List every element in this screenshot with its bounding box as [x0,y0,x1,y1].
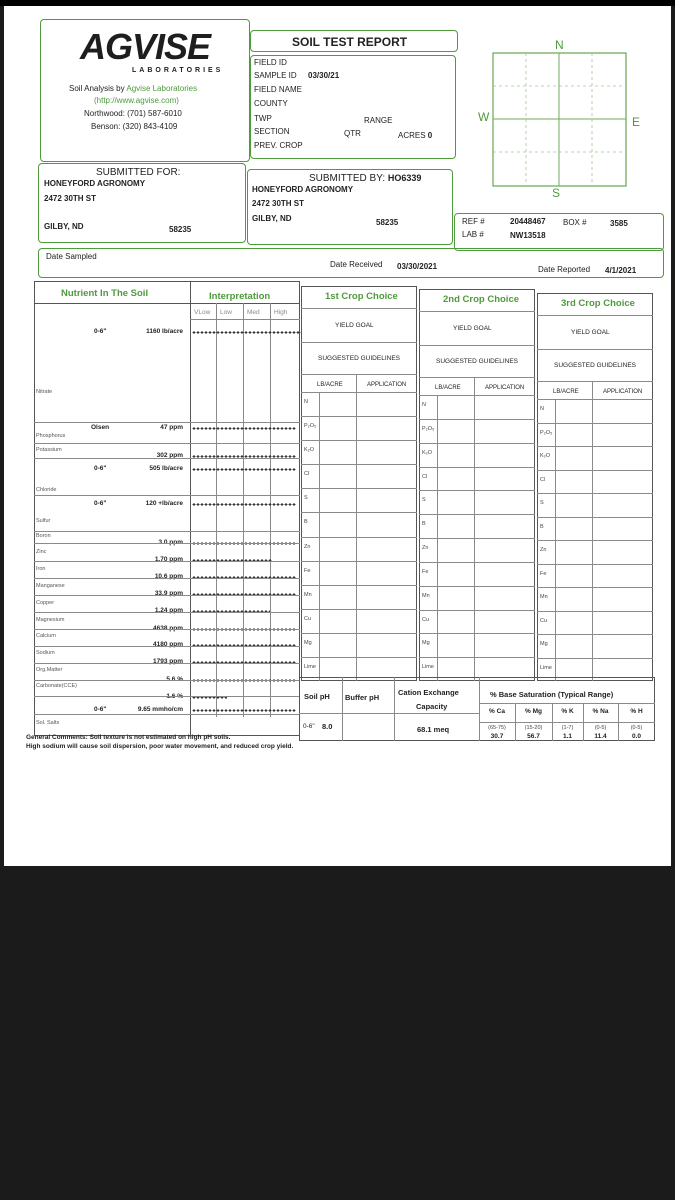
crop-0-nutrient-1: P₂O₅ [304,423,317,430]
date-received-value: 03/30/2021 [397,262,438,271]
nutrient-name-6: Zinc [36,549,47,555]
interpretation-header: Interpretation [209,291,271,302]
crop-2-nutrient-3: Cl [540,476,546,483]
lb-acre-1: LB/ACRE [435,385,461,391]
sample-id-label: SAMPLE ID [254,71,297,80]
nutrient-value-6: 1.70 ppm [154,556,183,563]
crop-2-nutrient-1: P₂O₅ [540,429,553,436]
lab-northwood: Northwood: (701) 587-6010 [84,109,182,118]
crop-0-nutrient-8: Mn [304,591,312,598]
logo-subtitle: LABORATORIES [132,67,224,74]
nutrient-table [34,281,300,736]
comments-line2: High sodium will cause soil dispersion, poor water movement, and reduced crop yield. [26,743,294,750]
agvise-logo: AGVISE [80,26,211,67]
suggested-1: SUGGESTED GUIDELINES [436,358,518,365]
base-value-3: 11.4 [594,733,607,740]
application-1: APPLICATION [485,385,525,391]
interp-level-1: Low [220,309,232,316]
agvise-link[interactable]: Agvise Laboratories [126,84,198,93]
date-reported-label: Date Reported [538,265,591,274]
crop-1-nutrient-8: Mn [422,592,430,599]
lab-url[interactable]: (http://www.agvise.com) [94,96,179,105]
crop-2-nutrient-0: N [540,406,544,412]
crop-2-nutrient-5: B [540,523,544,530]
interp-bar-0 [192,331,302,334]
base-label-4: % H [630,708,643,715]
crop-1-nutrient-5: B [422,521,426,528]
compass-n: N [555,38,564,52]
interp-level-0: VLow [194,309,211,316]
base-range-1: (15-20) [524,725,543,731]
nutrient-value-1: 47 ppm [160,424,183,431]
nutrient-name-9: Copper [36,600,55,606]
nutrient-value-0: 1160 lb/acre [146,328,183,335]
nutrient-value-15: 9.65 mmho/cm [137,706,183,713]
report-page [4,6,671,866]
crop-1-nutrient-11: Lime [422,664,434,671]
compass-w: W [478,110,490,124]
county-label: COUNTY [254,99,288,108]
box-label: BOX # [563,218,587,227]
soil-ph-label: Soil pH [304,692,330,701]
nutrient-value-4: 120 +lb/acre [145,500,183,507]
crop-1-nutrient-10: Mg [422,640,430,647]
ref-box [454,213,664,251]
crop-0-nutrient-10: Mg [304,639,312,646]
nutrient-value-10: 4638 ppm [153,625,183,632]
crop-header-2: 3rd Crop Choice [561,298,635,309]
prev-crop-label: PREV. CROP [254,141,303,150]
nutrient-name-0: Nitrate [36,389,53,395]
nutrient-name-13: Org.Matter [36,667,63,673]
buffer-ph-label: Buffer pH [345,693,380,702]
date-reported-value: 4/1/2021 [605,266,637,275]
submitted-by-city: GILBY, ND [252,214,292,223]
section-grid [492,52,627,187]
box-value: 3585 [610,219,628,228]
field-id-label: FIELD ID [254,58,287,67]
crop-0-nutrient-4: S [304,495,308,502]
nutrient-name-1: Phosphorus [36,433,66,439]
submitted-for-zip: 58235 [169,225,192,234]
section-label: SECTION [254,127,290,136]
nutrient-depth-0: 0-6" [94,328,107,335]
field-name-label: FIELD NAME [254,85,303,94]
base-value-2: 1.1 [562,733,573,740]
nutrient-depth-4: 0-6" [94,500,107,507]
crop-2-nutrient-9: Cu [540,617,548,624]
nutrient-name-7: Iron [36,566,46,572]
nutrient-name-3: Chloride [36,487,57,493]
crop-2-nutrient-8: Mn [540,594,548,600]
interp-bar-1 [192,427,296,430]
submitted-by-label: SUBMITTED BY: HO6339 [309,173,422,184]
compass-e: E [632,115,641,129]
nutrient-name-10: Magnesium [36,617,65,623]
comments-line1: General Comments: Soil texture is not estimated on high pH soils. [26,734,231,741]
nutrient-depth-3: 0-6" [94,465,107,472]
crop-0-nutrient-6: Zn [304,543,311,550]
yield-goal-0: YIELD GOAL [335,322,374,329]
nutrient-value-13: 5.6 % [166,676,183,683]
crop-2-nutrient-6: Zn [540,547,547,553]
crop-2-nutrient-7: Fe [540,570,547,577]
soil-ph-value: 8.0 [322,722,333,731]
crop-1-nutrient-9: Cu [422,616,430,623]
soil-ph-depth: 0-6" [303,723,315,730]
suggested-0: SUGGESTED GUIDELINES [318,355,400,362]
range-label: RANGE [364,116,393,125]
base-label-2: % K [561,708,574,715]
nutrient-value-2: 302 ppm [156,452,183,459]
lab-value: NW13518 [510,231,546,240]
submitted-by-street: 2472 30TH ST [252,199,305,208]
date-received-label: Date Received [330,260,383,269]
crop-0-nutrient-7: Fe [304,567,311,574]
base-value-0: 30.7 [490,733,504,740]
submitted-by-name: HONEYFORD AGRONOMY [252,185,354,194]
base-range-3: (0-5) [594,725,607,731]
base-range-2: (1-7) [561,725,574,731]
application-2: APPLICATION [603,389,643,395]
crop-0-nutrient-3: Cl [304,471,310,478]
ref-label: REF # [462,217,485,226]
qtr-label: QTR [344,129,361,138]
base-value-1: 56.7 [527,733,540,740]
yield-goal-1: YIELD GOAL [453,325,492,332]
lab-label: LAB # [462,230,484,239]
submitted-for-label: SUBMITTED FOR: [96,167,181,178]
nutrient-value-5: 3.0 ppm [158,539,183,546]
base-saturation-label: % Base Saturation (Typical Range) [490,690,614,699]
crop-0-nutrient-0: N [304,399,308,405]
crop-1-nutrient-6: Zn [422,545,429,551]
lab-line1: Soil Analysis by Agvise Laboratories [69,84,198,93]
compass-s: S [552,186,561,200]
base-label-1: % Mg [525,708,542,715]
nutrient-header: Nutrient In The Soil [61,288,149,299]
crop-1-nutrient-2: K₂O [422,449,433,456]
nutrient-value-3: 505 lb/acre [149,465,183,472]
nutrient-name-4: Sulfur [36,518,51,524]
crop-0-nutrient-11: Lime [304,663,316,670]
nutrient-value-11: 4180 ppm [153,641,183,648]
nutrient-value-14: 1.6 % [166,693,183,700]
nutrient-name-8: Manganese [36,583,65,589]
crop-0-nutrient-5: B [304,519,308,526]
crop-0-nutrient-9: Cu [304,615,312,622]
base-range-4: (0-5) [630,725,643,731]
suggested-2: SUGGESTED GUIDELINES [554,362,636,369]
application-0: APPLICATION [367,382,407,388]
nutrient-value-12: 1793 ppm [153,658,183,665]
sample-id-value: 03/30/21 [308,71,340,80]
crop-2-nutrient-4: S [540,500,544,506]
submitted-by-zip: 58235 [376,218,399,227]
nutrient-name-2: Potassium [36,447,62,453]
crop-1-nutrient-3: Cl [422,473,428,480]
base-label-0: % Ca [489,708,505,715]
interp-bar-15 [192,709,296,712]
submitted-for-street: 2472 30TH ST [44,194,97,203]
acres-label: ACRES 0 [398,131,433,140]
date-sampled-label: Date Sampled [46,252,97,261]
base-range-0: (65-75) [488,725,506,731]
crop-2-nutrient-11: Lime [540,664,552,671]
submitted-for-city: GILBY, ND [44,222,84,231]
nutrient-name-11: Calcium [36,633,56,639]
lb-acre-0: LB/ACRE [317,382,343,388]
crop-header-1: 2nd Crop Choice [443,294,520,305]
crop-header-0: 1st Crop Choice [325,291,398,302]
cec-label: Cation Exchange [398,688,459,697]
nutrient-name-15: Sol. Salts [36,720,60,726]
crop-0-nutrient-2: K₂O [304,447,315,454]
nutrient-value-7: 10.6 ppm [154,573,183,580]
nutrient-value-9: 1.24 ppm [154,607,183,614]
crop-1-nutrient-0: N [422,402,426,408]
nutrient-method-1: Olsen [91,424,110,431]
interp-level-2: Med [247,309,260,316]
lb-acre-2: LB/ACRE [553,389,579,395]
nutrient-name-14: Carbonate(CCE) [36,683,77,689]
crop-1-nutrient-7: Fe [422,568,429,575]
crop-1-nutrient-4: S [422,497,426,504]
crop-2-nutrient-10: Mg [540,641,548,647]
interp-bar-3 [192,468,296,471]
nutrient-depth-15: 0-6" [94,706,107,713]
twp-label: TWP [254,114,272,123]
lab-benson: Benson: (320) 843-4109 [91,122,178,131]
nutrient-name-12: Sodium [36,650,55,656]
crop-1-nutrient-1: P₂O₅ [422,425,435,432]
nutrient-name-5: Boron [36,533,51,539]
interp-level-3: High [274,309,288,316]
base-label-3: % Na [592,708,609,715]
cec-label2: Capacity [416,702,448,711]
crop-2-nutrient-2: K₂O [540,453,551,459]
submitted-for-name: HONEYFORD AGRONOMY [44,179,146,188]
interp-bar-4 [192,503,296,506]
base-value-4: 0.0 [631,733,642,740]
ref-value: 20448467 [510,217,546,226]
nutrient-value-8: 33.9 ppm [154,590,183,597]
yield-goal-2: YIELD GOAL [571,329,610,336]
cec-value: 68.1 meq [417,725,450,734]
report-title: SOIL TEST REPORT [292,35,408,49]
